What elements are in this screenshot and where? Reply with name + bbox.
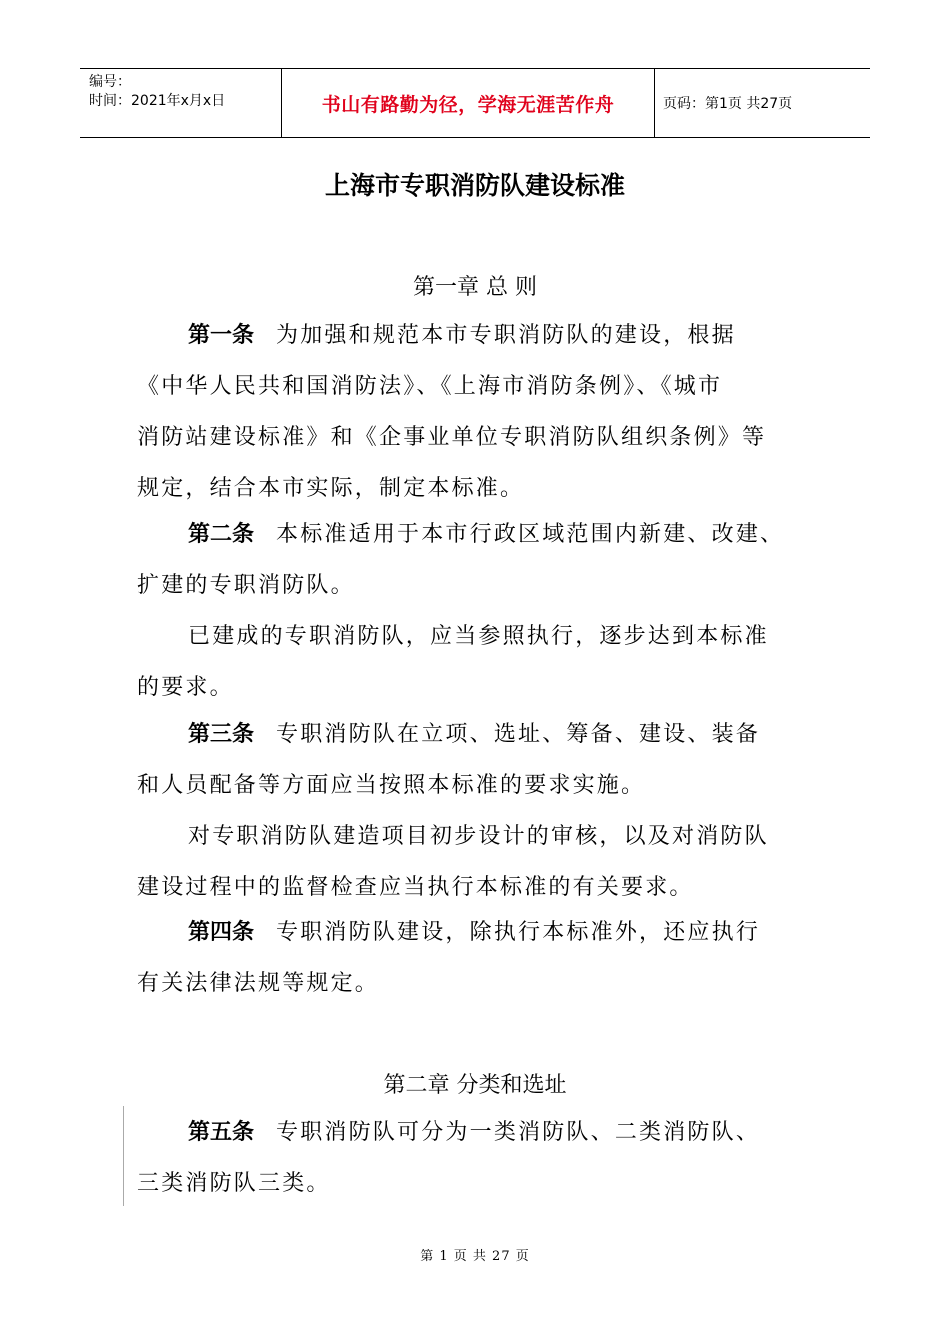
article-5-label: 第五条 xyxy=(188,1120,255,1145)
article-3-para2-line-1: 对专职消防队建造项目初步设计的审核，以及对消防队 xyxy=(188,824,769,849)
article-4-line-1: 专职消防队建设，除执行本标准外，还应执行 xyxy=(276,920,761,945)
article-5-line-1: 专职消防队可分为一类消防队、二类消防队、 xyxy=(276,1120,761,1145)
motto-text: 书山有路勤为径，学海无涯苦作舟 xyxy=(321,93,615,116)
article-5-line-2: 三类消防队三类。 xyxy=(137,1171,331,1196)
page-footer: 第 1 页 共 27 页 xyxy=(420,1249,530,1264)
article-2-line-2: 扩建的专职消防队。 xyxy=(137,573,355,598)
number-label: 编号： xyxy=(89,74,131,90)
chapter-2-heading: 第二章 分类和选址 xyxy=(383,1073,567,1098)
document-header xyxy=(80,68,870,138)
article-1-line-3: 消防站建设标准》和《企事业单位专职消防队组织条例》等 xyxy=(137,425,767,450)
document-title: 上海市专职消防队建设标准 xyxy=(324,171,625,200)
article-1 xyxy=(137,310,827,514)
article-2-para2-line-1: 已建成的专职消防队，应当参照执行，逐步达到本标准 xyxy=(188,624,769,649)
header-page-cell xyxy=(655,69,870,137)
article-4 xyxy=(137,907,827,1009)
article-3-para2-line-2: 建设过程中的监督检查应当执行本标准的有关要求。 xyxy=(137,875,694,900)
time-label: 时间：2021年x月x日 xyxy=(89,93,226,109)
article-3-line-2: 和人员配备等方面应当按照本标准的要求实施。 xyxy=(137,773,646,798)
article-3 xyxy=(137,709,827,913)
article-2-para2-line-2: 的要求。 xyxy=(137,675,234,700)
article-1-line-2: 《中华人民共和国消防法》、《上海市消防条例》、《城市 xyxy=(137,374,723,399)
article-2-line-1: 本标准适用于本市行政区域范围内新建、改建、 xyxy=(276,522,785,547)
article-3-label: 第三条 xyxy=(188,722,255,747)
page-info: 页码：第1页 共27页 xyxy=(663,96,793,112)
article-4-label: 第四条 xyxy=(188,920,255,945)
article-1-label: 第一条 xyxy=(188,323,255,348)
chapter-1-heading: 第一章 总 则 xyxy=(413,275,537,300)
article-2 xyxy=(137,509,827,713)
article-5 xyxy=(137,1107,827,1209)
article-1-line-4: 规定，结合本市实际，制定本标准。 xyxy=(137,476,525,501)
header-motto-cell xyxy=(282,69,655,137)
article-2-label: 第二条 xyxy=(188,522,255,547)
article-1-line-1: 为加强和规范本市专职消防队的建设，根据 xyxy=(276,323,736,348)
article-3-line-1: 专职消防队在立项、选址、筹备、建设、装备 xyxy=(276,722,761,747)
margin-marker-line xyxy=(123,1106,124,1206)
article-4-line-2: 有关法律法规等规定。 xyxy=(137,971,380,996)
header-meta-cell xyxy=(80,69,282,137)
